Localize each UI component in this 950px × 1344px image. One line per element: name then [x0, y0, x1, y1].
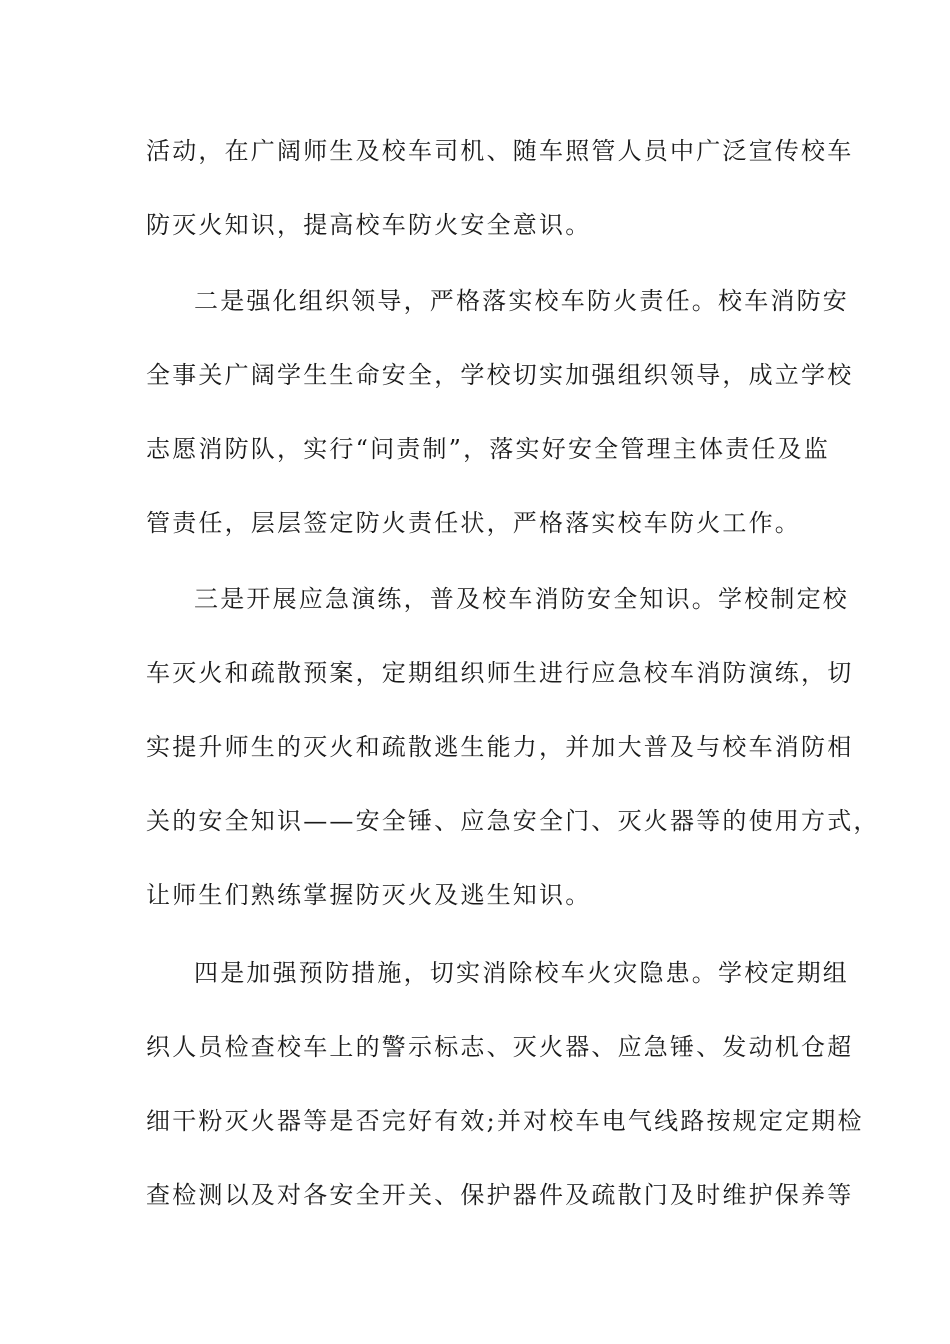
text-line: 全事关广阔学生生命安全，学校切实加强组织领导，成立学校 [146, 361, 854, 389]
paragraph-start-line: 四是加强预防措施，切实消除校车火灾隐患。学校定期组 [194, 959, 849, 987]
text-line: 志愿消防队，实行“问责制”，落实好安全管理主体责任及监 [146, 435, 830, 463]
text-line: 细干粉灭火器等是否完好有效;并对校车电气线路按规定定期检 [146, 1107, 864, 1135]
text-line: 车灭火和疏散预案，定期组织师生进行应急校车消防演练，切 [146, 659, 854, 687]
text-line: 查检测以及对各安全开关、保护器件及疏散门及时维护保养等 [146, 1181, 854, 1209]
paragraph-start-line: 三是开展应急演练，普及校车消防安全知识。学校制定校 [194, 585, 849, 613]
text-line: 织人员检查校车上的警示标志、灭火器、应急锤、发动机仓超 [146, 1033, 854, 1061]
text-line: 管责任，层层签定防火责任状，严格落实校车防火工作。 [146, 509, 801, 537]
text-line: 让师生们熟练掌握防灭火及逃生知识。 [146, 881, 592, 909]
text-line: 活动，在广阔师生及校车司机、随车照管人员中广泛宣传校车 [146, 137, 854, 165]
paragraph-start-line: 二是强化组织领导，严格落实校车防火责任。校车消防安 [194, 287, 849, 315]
text-line: 关的安全知识——安全锤、应急安全门、灭火器等的使用方式， [146, 807, 880, 835]
text-line: 防灭火知识，提高校车防火安全意识。 [146, 211, 592, 239]
text-line: 实提升师生的灭火和疏散逃生能力，并加大普及与校车消防相 [146, 733, 854, 761]
